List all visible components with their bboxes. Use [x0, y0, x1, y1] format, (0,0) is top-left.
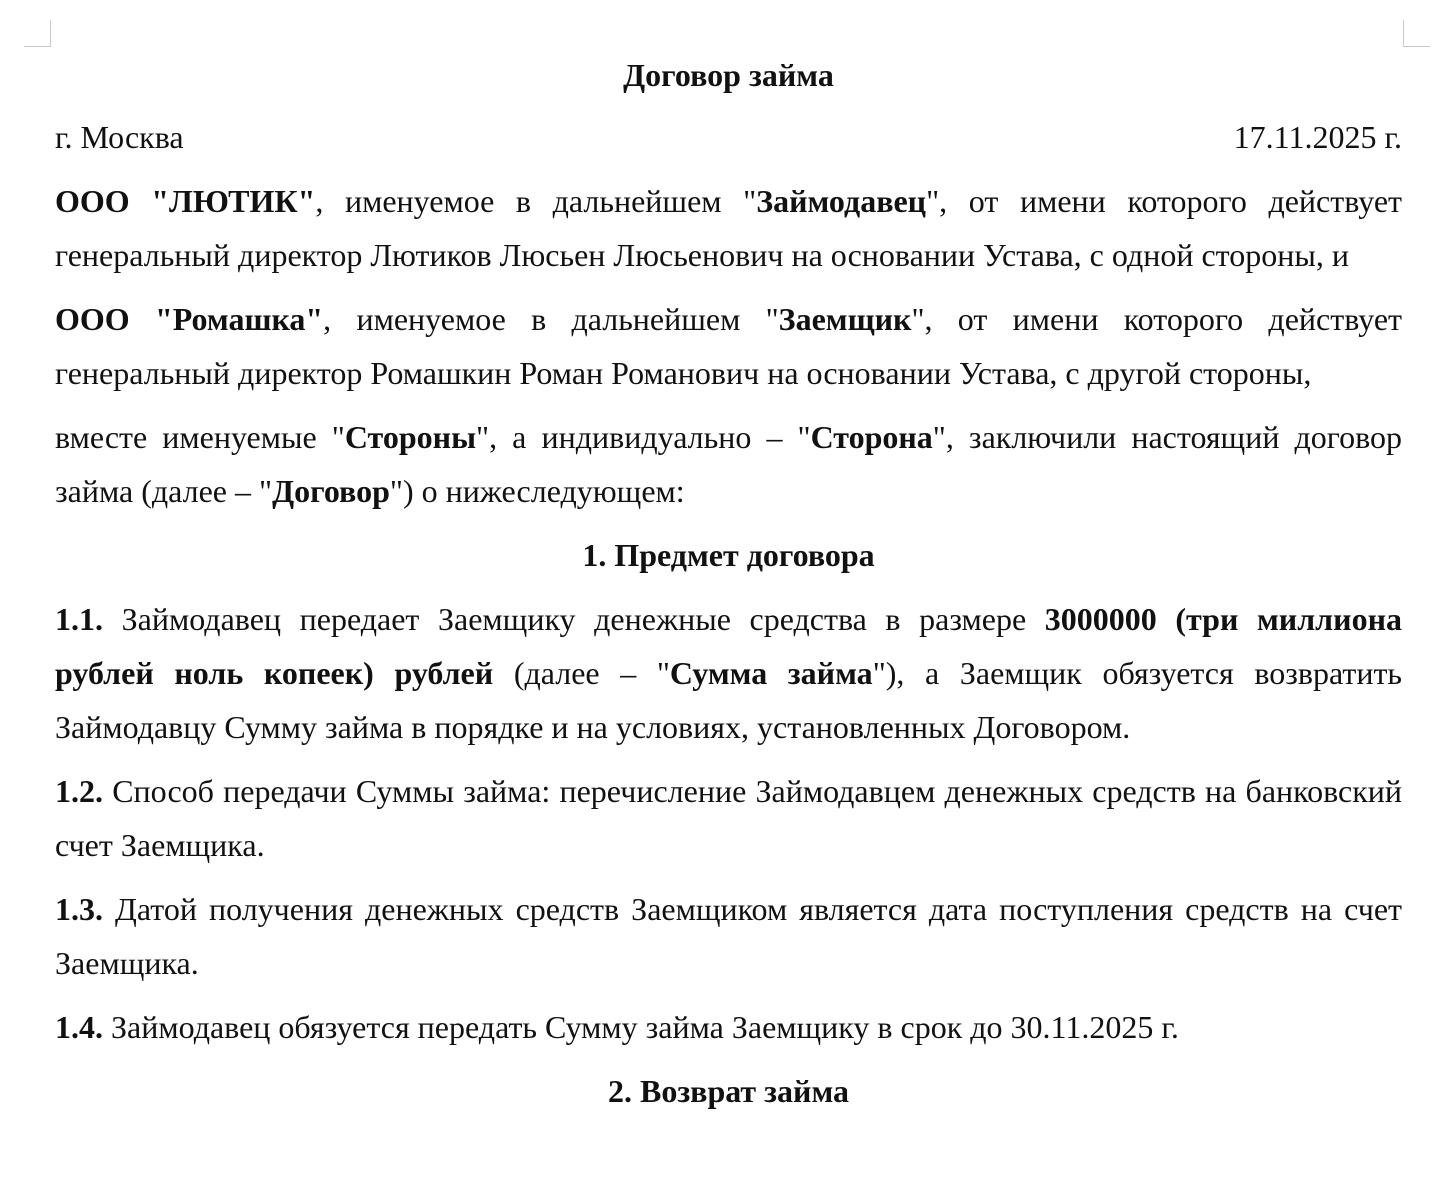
- clause-1-2-text: Способ передачи Суммы займа: перечисление Займодавцем денежных средств на банковский счет Заемщика.: [55, 773, 1402, 863]
- document-title: Договор займа: [623, 57, 834, 93]
- section-2-heading: 2. Возврат займа: [607, 1073, 850, 1109]
- lender-text-1: , именуемое в дальнейшем ": [315, 183, 757, 219]
- section-1-heading: 1. Предмет договора: [582, 537, 875, 573]
- parties-text-3: ", заключили настоящий договор займа (далее – ": [55, 419, 1403, 509]
- clause-1-4: [55, 1000, 1402, 1054]
- lender-paragraph: [55, 174, 1402, 282]
- clause-1-2: [55, 764, 1402, 872]
- clause-number: 1.3.: [55, 891, 103, 927]
- loan-amount-term: Сумма займа: [669, 655, 873, 691]
- place-date-line: [55, 110, 1402, 164]
- parties-paragraph: [55, 410, 1402, 518]
- crop-mark-top-right: [1403, 20, 1430, 47]
- borrower-paragraph: [55, 292, 1402, 400]
- clause-1-1-text-3: "), а Заемщик обязуется возвратить Займодавцу Сумму займа в порядке и на условиях, установленных Договором.: [55, 655, 1403, 745]
- lender-text-2: ", от имени которого действует генеральный директор Лютиков Люсьен Люсьенович на основании Устава, с одной стороны, и: [55, 183, 1403, 273]
- party-term: Сторона: [810, 419, 933, 455]
- parties-text-1: вместе именуемые ": [55, 419, 345, 455]
- clause-1-1-text-1: Займодавец передает Заемщику денежные средства в размере: [103, 601, 1045, 637]
- contract-term: Договор: [272, 473, 390, 509]
- borrower-name: ООО "Ромашка": [55, 301, 324, 337]
- clause-1-1: [55, 592, 1402, 754]
- clause-number: 1.4.: [55, 1009, 103, 1045]
- lender-role: Займодавец: [756, 183, 927, 219]
- clause-1-4-text: Займодавец обязуется передать Сумму займа Заемщику в срок до 30.11.2025 г.: [103, 1009, 1179, 1045]
- parties-term: Стороны: [344, 419, 477, 455]
- document-body: [55, 48, 1402, 1128]
- borrower-text-1: , именуемое в дальнейшем ": [323, 301, 779, 337]
- clause-number: 1.1.: [55, 601, 103, 637]
- contract-city: г. Москва: [55, 119, 184, 155]
- clause-1-1-text-2: (далее – ": [493, 655, 670, 691]
- lender-name: ООО "ЛЮТИК": [55, 183, 316, 219]
- borrower-text-2: ", от имени которого действует генеральный директор Ромашкин Роман Романович на основании Устава, с другой стороны,: [55, 301, 1402, 391]
- contract-date: 17.11.2025 г.: [1233, 119, 1402, 155]
- parties-text-4: ") о нижеследующем:: [389, 473, 685, 509]
- crop-mark-top-left: [24, 20, 51, 47]
- loan-amount: 3000000 (три миллиона рублей ноль копеек) рублей: [55, 601, 1403, 691]
- clause-1-3: [55, 882, 1402, 990]
- clause-number: 1.2.: [55, 773, 103, 809]
- borrower-role: Заемщик: [778, 301, 912, 337]
- clause-1-3-text: Датой получения денежных средств Заемщиком является дата поступления средств на счет Заемщика.: [55, 891, 1402, 981]
- parties-text-2: ", а индивидуально – ": [476, 419, 811, 455]
